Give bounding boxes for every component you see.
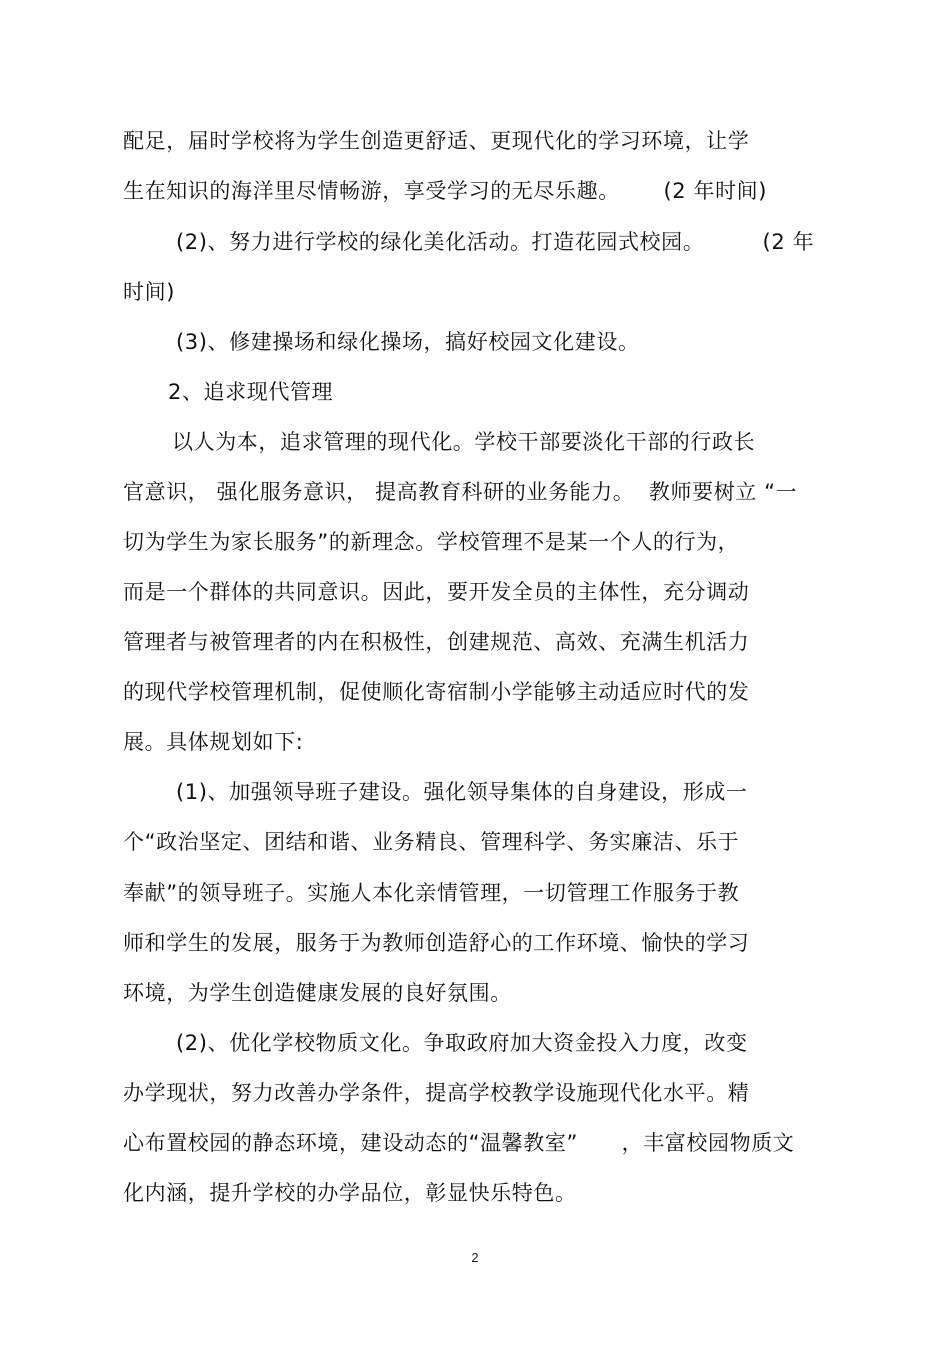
text-line-3: (2)、努力进行学校的绿化美化活动。打造花园式校园。 (2 年	[176, 230, 815, 254]
page-number: 2	[471, 1250, 479, 1265]
section-heading: 2、追求现代管理	[168, 380, 334, 404]
text-line-18: 环境，为学生创造健康发展的良好氛围。	[123, 981, 512, 1005]
text-line-1: 配足，届时学校将为学生创造更舒适、更现代化的学习环境，让学	[123, 129, 750, 153]
text-line-15: 个“政治坚定、团结和谐、业务精良、管理科学、务实廉洁、乐于	[123, 830, 740, 854]
text-line-17: 师和学生的发展，服务于为教师创造舒心的工作环境、愉快的学习	[123, 931, 750, 955]
text-line-7: 以人为本，追求管理的现代化。学校干部要淡化干部的行政长	[172, 430, 756, 454]
text-line-19: (2)、优化学校物质文化。争取政府加大资金投入力度，改变	[176, 1031, 748, 1055]
text-line-4: 时间)	[123, 280, 175, 304]
text-line-22: 化内涵，提升学校的办学品位，彰显快乐特色。	[123, 1181, 577, 1205]
text-line-20: 办学现状，努力改善办学条件，提高学校教学设施现代化水平。精	[123, 1081, 750, 1105]
text-line-21: 心布置校园的静态环境，建设动态的“温馨教室” ，丰富校园物质文	[123, 1131, 795, 1155]
text-line-5: (3)、修建操场和绿化操场，搞好校园文化建设。	[176, 330, 640, 354]
text-line-8: 官意识， 强化服务意识， 提高教育科研的业务能力。 教师要树立 “一	[123, 480, 798, 504]
text-line-12: 的现代学校管理机制，促使顺化寄宿制小学能够主动适应时代的发	[123, 680, 750, 704]
text-line-11: 管理者与被管理者的内在积极性，创建规范、高效、充满生机活力	[123, 630, 750, 654]
text-line-2: 生在知识的海洋里尽情畅游，享受学习的无尽乐趣。 (2 年时间)	[123, 179, 768, 203]
text-line-14: (1)、加强领导班子建设。强化领导集体的自身建设，形成一	[176, 780, 748, 804]
text-line-16: 奉献”的领导班子。实施人本化亲情管理，一切管理工作服务于教	[123, 881, 740, 905]
text-line-9: 切为学生为家长服务”的新理念。学校管理不是某一个人的行为，	[123, 530, 740, 554]
text-line-10: 而是一个群体的共同意识。因此，要开发全员的主体性，充分调动	[123, 580, 750, 604]
text-line-13: 展。具体规划如下:	[123, 730, 304, 754]
